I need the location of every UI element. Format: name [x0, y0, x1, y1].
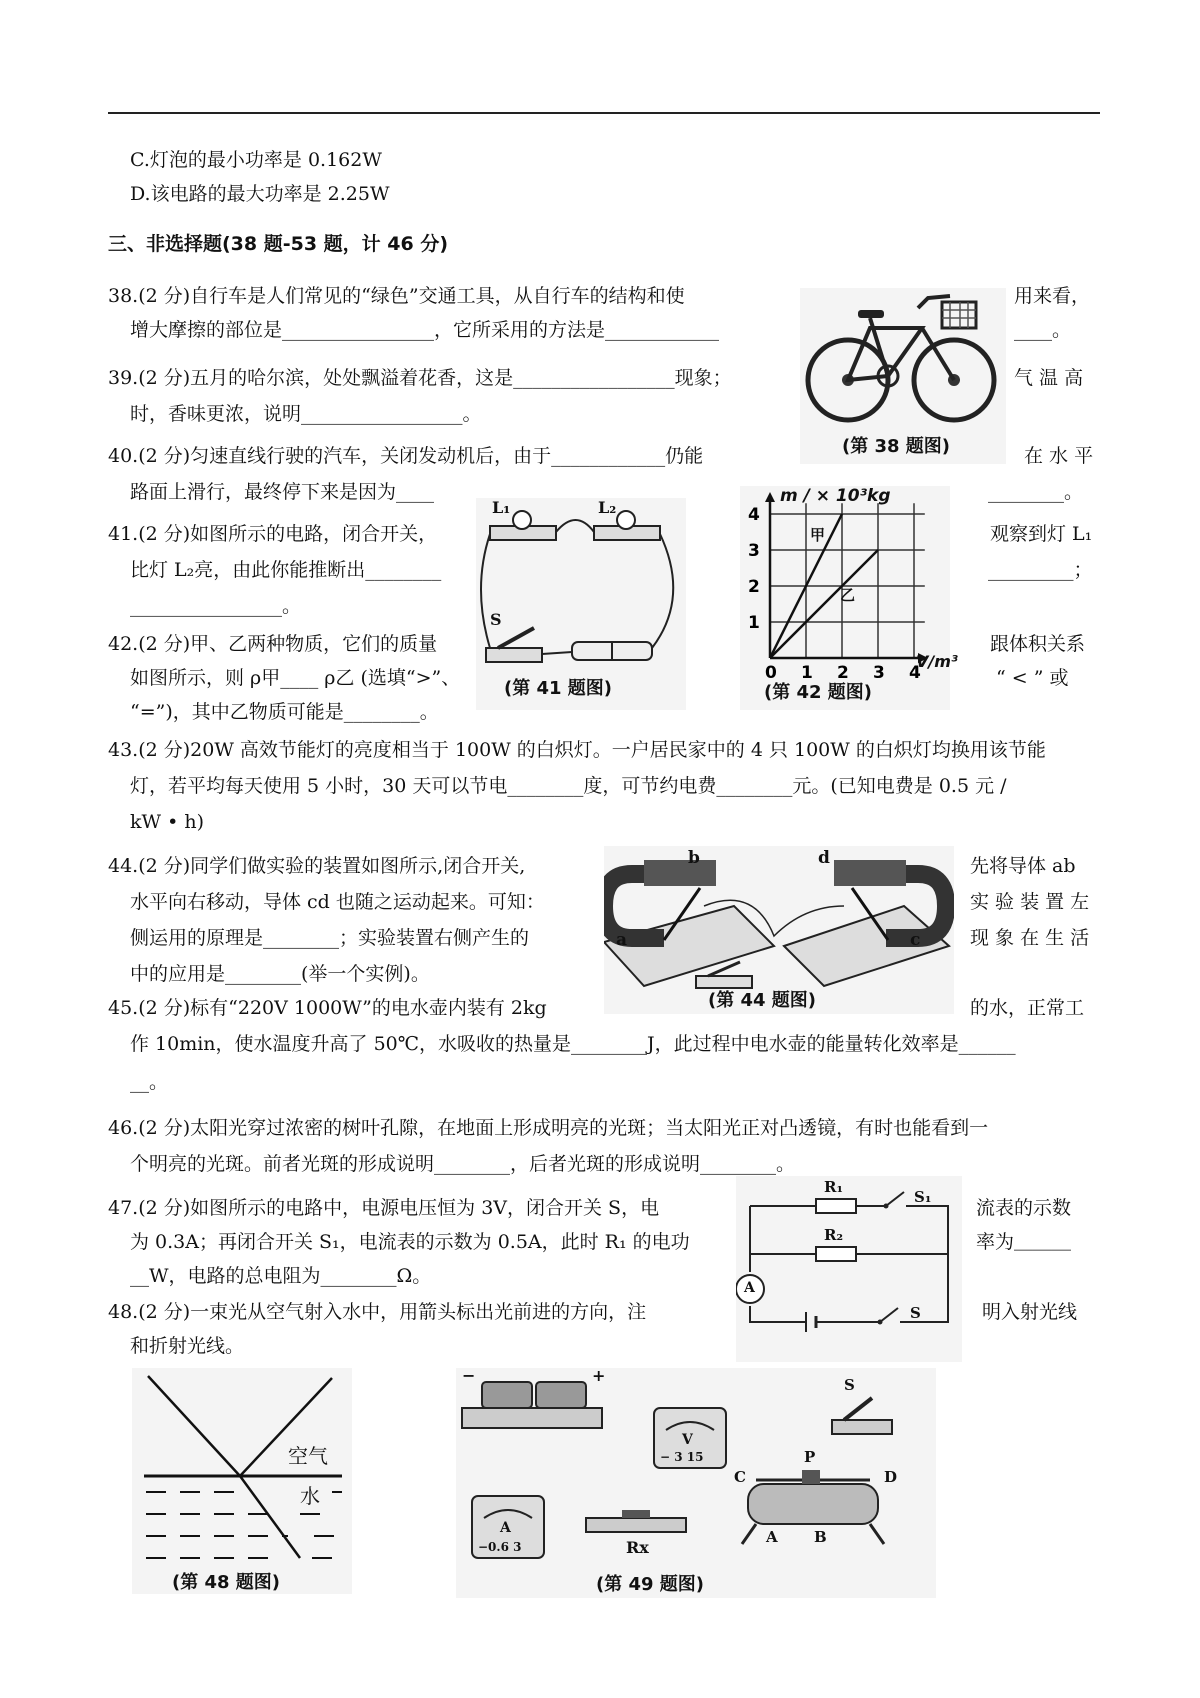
q47-line2-right: 率为＿＿＿ [976, 1231, 1072, 1253]
bulb-l1-icon [513, 511, 531, 529]
voltmeter-label: V [682, 1432, 693, 1448]
label-l1: L₁ [492, 498, 511, 517]
q44-line1-right: 先将导体 ab [970, 855, 1076, 877]
option-d: D.该电路的最大功率是 2.25W [130, 183, 390, 205]
q39-line1-right: 气 温 高 [1014, 367, 1084, 389]
label-c: c [910, 930, 921, 950]
q48-line1: 48.(2 分)一束光从空气射入水中，用箭头标出光前进的方向，注 [108, 1301, 647, 1323]
q47-line2: 为 0.3A；再闭合开关 S₁，电流表的示数为 0.5A，此时 R₁ 的电功 [130, 1231, 690, 1253]
label-d: d [818, 848, 830, 868]
q41-line1: 41.(2 分)如图所示的电路，闭合开关， [108, 523, 438, 545]
figure-38 [800, 288, 1006, 464]
section-title: 三、非选择题(38 题-53 题，计 46 分) [108, 233, 449, 255]
figure-49-caption: (第 49 题图) [596, 1574, 705, 1595]
q44-line2-right: 实 验 装 置 左 [970, 891, 1090, 913]
q44-line1: 44.(2 分)同学们做实验的装置如图所示,闭合开关, [108, 855, 526, 877]
q38-line1-right: 用来看， [1014, 285, 1091, 307]
x-tick-label: 4 [909, 663, 921, 683]
rheostat-label-c: C [734, 1468, 746, 1486]
q48-line2: 和折射光线。 [130, 1335, 245, 1357]
rheostat-label-a: A [766, 1528, 778, 1546]
q42-line1: 42.(2 分)甲、乙两种物质，它们的质量 [108, 633, 438, 655]
battery-minus: − [462, 1366, 476, 1385]
y-tick-label: 2 [748, 577, 760, 597]
q41-line3: ________________。 [130, 595, 302, 617]
q41-line1-right: 观察到灯 L₁ [990, 523, 1093, 545]
y-tick-label: 3 [748, 541, 760, 561]
q43-line3: kW • h) [130, 811, 204, 833]
q38-line2-right: ____。 [1014, 319, 1072, 341]
q43-line2: 灯，若平均每天使用 5 小时，30 天可以节电________度，可节约电费________元。(已知电费是 0.5 元 / [130, 775, 1007, 797]
battery-plus: + [592, 1366, 606, 1385]
q47-line3: __W，电路的总电阻为________Ω。 [130, 1265, 432, 1287]
q44-line2: 水平向右移动，导体 cd 也随之运动起来。可知： [130, 891, 545, 913]
x-tick-label: 0 [765, 663, 777, 683]
label-l2: L₂ [598, 498, 617, 517]
figure-48 [132, 1368, 352, 1594]
y-tick-label: 4 [748, 505, 760, 525]
q48-line1-right: 明入射光线 [982, 1301, 1078, 1323]
rheostat-label-d: D [884, 1468, 898, 1486]
rheostat-label-p: P [804, 1448, 816, 1466]
ammeter-label: A [500, 1520, 511, 1536]
bulb-l2-icon [617, 511, 635, 529]
q42-line2-right: “ < ” 或 [996, 667, 1069, 689]
figure-41-caption: (第 41 题图) [504, 678, 613, 699]
q45-line1-right: 的水，正常工 [970, 997, 1085, 1019]
label-s: S [490, 610, 502, 629]
q40-line2: 路面上滑行，最终停下来是因为____ [130, 481, 435, 503]
figure-38-caption: (第 38 题图) [842, 436, 951, 457]
voltmeter-terminals: − 3 15 [660, 1450, 704, 1464]
q45-line1: 45.(2 分)标有“220V 1000W”的电水壶内装有 2kg [108, 997, 547, 1019]
label-b: b [688, 848, 700, 868]
q47-line1: 47.(2 分)如图所示的电路中，电源电压恒为 3V，闭合开关 S，电 [108, 1197, 660, 1219]
figure-44-caption: (第 44 题图) [708, 990, 817, 1011]
experiment-instruments [456, 1368, 936, 1598]
resistor-rx-label: Rx [626, 1538, 649, 1557]
label-water: 水 [300, 1484, 320, 1508]
x-tick-label: 1 [801, 663, 813, 683]
resistor-rx-icon [586, 1518, 686, 1532]
series-jia-label: 甲 [810, 526, 826, 544]
header-rule [108, 112, 1100, 114]
label-s: S [910, 1304, 921, 1322]
q44-line3: 侧运用的原理是________；实验装置右侧产生的 [130, 927, 530, 949]
q40-line1: 40.(2 分)匀速直线行驶的汽车，关闭发动机后，由于____________仍能 [108, 445, 704, 467]
label-s1: S₁ [914, 1188, 932, 1206]
figure-42 [740, 486, 958, 710]
figure-41 [476, 498, 686, 710]
q44-line3-right: 现 象 在 生 活 [970, 927, 1090, 949]
y-tick-label: 1 [748, 613, 760, 633]
q41-line2: 比灯 L₂亮，由此你能推断出________ [130, 559, 442, 581]
series-yi-label: 乙 [840, 586, 856, 604]
q41-line2-right: _________； [988, 559, 1093, 581]
figure-49 [456, 1368, 936, 1598]
label-air: 空气 [288, 1444, 328, 1468]
q46-line2: 个明亮的光斑。前者光斑的形成说明________，后者光斑的形成说明________。 [130, 1153, 796, 1175]
figure-44 [604, 846, 954, 1014]
label-a: a [616, 930, 628, 950]
rheostat-icon [748, 1484, 878, 1524]
q45-line3: __。 [130, 1071, 169, 1093]
switch-label: S [844, 1376, 855, 1394]
battery-icon [462, 1408, 602, 1428]
figure-42-caption: (第 42 题图) [764, 682, 873, 703]
label-ammeter: A [744, 1280, 755, 1296]
x-tick-label: 2 [837, 663, 849, 683]
q46-line1: 46.(2 分)太阳光穿过浓密的树叶孔隙，在地面上形成明亮的光斑；当太阳光正对凸透镜，有时也能看到一 [108, 1117, 989, 1139]
series-yi-line [770, 550, 878, 658]
switch-icon [832, 1420, 892, 1434]
q47-line1-right: 流表的示数 [976, 1197, 1072, 1219]
q42-line3: “=”)，其中乙物质可能是________。 [130, 701, 439, 723]
q38-line2: 增大摩擦的部位是________________，它所采用的方法是____________ [130, 319, 720, 341]
q45-line2: 作 10min，使水温度升高了 50℃，水吸收的热量是________J，此过程中电水壶的能量转化效率是______ [130, 1033, 1016, 1055]
q42-line2: 如图所示，则 ρ甲____ ρ乙 (选填“>”、 [130, 667, 461, 689]
option-c: C.灯泡的最小功率是 0.162W [130, 149, 382, 171]
q40-line2-right: ________。 [988, 481, 1084, 503]
figure-48-caption: (第 48 题图) [172, 1572, 281, 1593]
rheostat-label-b: B [814, 1528, 827, 1546]
q43-line1: 43.(2 分)20W 高效节能灯的亮度相当于 100W 的白炽灯。一户居民家中的 4 只 100W 的白炽灯均换用该节能 [108, 739, 1046, 761]
q39-line2: 时，香味更浓，说明_________________。 [130, 403, 482, 425]
q39-line1: 39.(2 分)五月的哈尔滨，处处飘溢着花香，这是_________________现象； [108, 367, 732, 389]
q42-line1-right: 跟体积关系 [990, 633, 1086, 655]
ammeter-terminals: −0.6 3 [478, 1540, 522, 1554]
label-r1: R₁ [824, 1178, 844, 1196]
y-axis-label: m / × 10³kg [780, 486, 891, 506]
q38-line1: 38.(2 分)自行车是人们常见的“绿色”交通工具，从自行车的结构和使 [108, 285, 685, 307]
figure-47 [736, 1176, 962, 1362]
label-r2: R₂ [824, 1226, 844, 1244]
x-tick-label: 3 [873, 663, 885, 683]
q44-line4: 中的应用是________(举一个实例)。 [130, 963, 430, 985]
x-axis-label: V/m³ [916, 652, 958, 671]
q40-line1-right: 在 水 平 [1024, 445, 1094, 467]
